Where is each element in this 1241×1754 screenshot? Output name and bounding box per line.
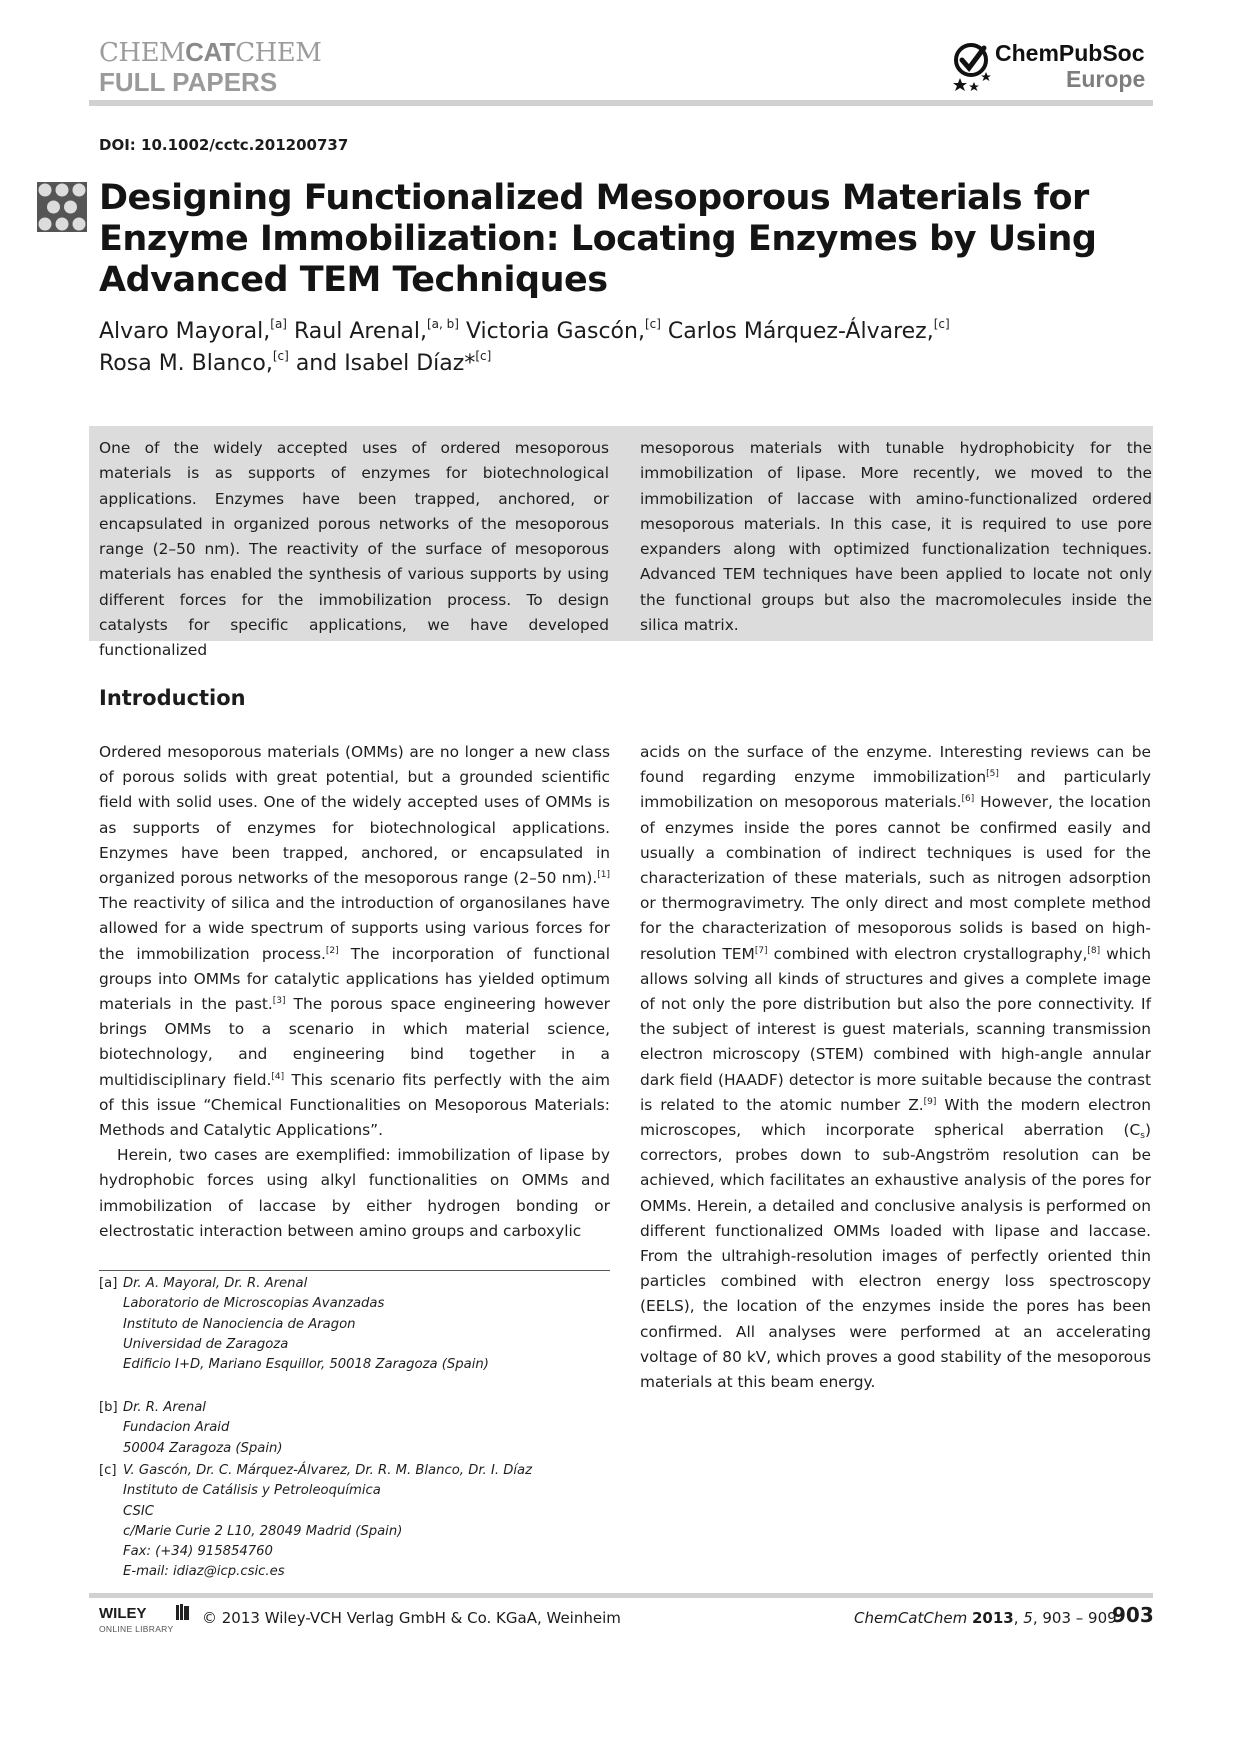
- author: Victoria Gascón,: [465, 319, 645, 344]
- paragraph: acids on the surface of the enzyme. Interesting reviews can be found regarding enzyme immobilization[5] and particularly immobilization on mesoporous materials.[6] However, the location of enzymes inside the pores cannot be confirmed easily and usually a combination of indirect techniques is used for the characterization of these materials, such as nitrogen adsorption or thermogravimetry. The only direct and most complete method for the characterization of mesoporous solids is based on high-resolution TEM[7] combined with electron crystallography,[8] which allows solving all kinds of structures and gives a complete image of not only the pore distribution but also the pore connectivity. If the subject of interest is guest materials, scanning transmission electron microscopy (STEM) combined with high-angle annular dark field (HAADF) detector is more suitable because the contrast is related to the atomic number Z.[9] With the modern electron microscopes, which incorporate spherical aberration $(C_s)$ correctors, probes down to sub-Angström resolution can be achieved, which facilitates an exhaustive analysis of the pores for OMMs. Herein, a detailed and conclusive analysis is performed on different functionalized OMMs loaded with lipase and laccase. From the ultrahigh-resolution images of perfectly oriented thin particles combined with electron energy loss spectroscopy (EELS), the location of the enzymes inside the pores has been confirmed. All analyses were performed at an accelerating voltage of 80 kV, which proves a good stability of the mesoporous materials at this beam energy.: [640, 743, 1151, 1392]
- affiliation-mark: [a, b]: [427, 317, 459, 331]
- abstract-left: One of the widely accepted uses of ordered mesoporous materials is as supports of enzymes for biotechnological applications. Enzymes have been trapped, anchored, or encapsulated in organized porous networks of the mesoporous range (2–50 nm). The reactivity of the surface of mesoporous materials has enabled the synthesis of various supports by using different forces for the immobilization process. To design catalysts for specific applications, we have developed functionalized: [99, 439, 609, 660]
- author: Alvaro Mayoral,: [99, 319, 271, 344]
- affiliation-mark: [c]: [272, 349, 289, 363]
- affiliation-mark: [c]: [933, 317, 950, 331]
- citation-ref: [1]: [597, 870, 610, 881]
- citation-ref: [6]: [961, 794, 975, 805]
- citation-ref: [9]: [923, 1096, 937, 1107]
- paragraph: Ordered mesoporous materials (OMMs) are no longer a new class of porous solids with great potential, but a grounded scientific field with solid uses. One of the widely accepted uses of OMMs is as supports of enzymes for biotechnological applications. Enzymes have been trapped, anchored, or encapsulated in organized porous networks of the mesoporous range (2–50 nm).[1] The reactivity of silica and the introduction of organosilanes have allowed for a wide spectrum of supports using various forces for the immobilization process.[2] The incorporation of functional groups into OMMs for catalytic applications has yielded optimum materials in the past.[3] The porous space engineering however brings OMMs to a scenario in which material science, biotechnology, and engineering bind together in a multidisciplinary field.[4] This scenario fits perfectly with the aim of this issue “Chemical Functionalities on Mesoporous Materials: Methods and Catalytic Applications”.: [99, 743, 610, 1140]
- citation-ref: [8]: [1087, 945, 1101, 956]
- author: and Isabel Díaz*: [295, 351, 476, 376]
- publisher-region: Europe: [1066, 66, 1146, 92]
- citation-ref: [2]: [325, 945, 339, 956]
- article-title: Designing Functionalized Mesoporous Materials for Enzyme Immobilization: Locating Enzymes by Using Advanced TEM Techniques: [99, 178, 1097, 300]
- header-rule: [89, 100, 1153, 106]
- publisher-name: ChemPubSoc: [995, 40, 1145, 66]
- citation-ref: [5]: [986, 769, 999, 780]
- affiliation-mark: [a]: [270, 317, 287, 331]
- copyright: © 2013 Wiley-VCH Verlag GmbH & Co. KGaA, Weinheim: [202, 1609, 621, 1627]
- author: Rosa M. Blanco,: [99, 351, 273, 376]
- citation-ref: [7]: [754, 945, 768, 956]
- footnote-rule: [99, 1270, 610, 1271]
- mesoporous-grid-icon: [37, 182, 87, 232]
- affiliation-mark: [c]: [475, 349, 492, 363]
- wiley-books-icon: [176, 1604, 190, 1620]
- footer-rule: [89, 1593, 1153, 1598]
- affiliation-footnote: [a] Dr. A. Mayoral, Dr. R. Arenal Laboratorio de Microscopias Avanzadas Instituto de Nanociencia de Aragon Universidad de Zaragoza Edificio I+D, Mariano Esquillor, 50018 Zaragoza (Spain): [99, 1276, 489, 1373]
- doi: DOI: 10.1002/cctc.201200737: [99, 136, 349, 154]
- affiliation-mark: [c]: [644, 317, 661, 331]
- intro-left-column: [99, 740, 610, 1244]
- citation-ref: [3]: [272, 996, 286, 1007]
- citation-ref: [4]: [271, 1071, 285, 1082]
- wiley-online-library: ONLINE LIBRARY: [99, 1624, 174, 1634]
- author: Raul Arenal,: [293, 319, 427, 344]
- author-list: [99, 316, 1099, 380]
- paragraph: Herein, two cases are exemplified: immobilization of lipase by hydrophobic forces using alkyl functionalities on OMMs and immobilization of laccase by either hydrogen bonding or electrostatic interaction between amino groups and carboxylic: [99, 1146, 610, 1240]
- wiley-logo: WILEY: [99, 1605, 147, 1622]
- journal-name: CHEMCATCHEM: [99, 37, 322, 68]
- affiliation-footnote: [b] Dr. R. Arenal Fundacion Araid 50004 Zaragoza (Spain): [99, 1400, 283, 1456]
- journal-citation: ChemCatChem 2013, 5, 903 – 909: [854, 1609, 1117, 1627]
- page-number: 903: [1112, 1603, 1154, 1627]
- affiliation-footnote: [c] V. Gascón, Dr. C. Márquez-Álvarez, Dr. R. M. Blanco, Dr. I. Díaz Instituto de Catálisis y Petroleoquímica CSIC c/Marie Curie 2 L10, 28049 Madrid (Spain) Fax: (+34) 915854760 E-mail: idiaz@icp.csic.es: [99, 1463, 533, 1580]
- author: Carlos Márquez-Álvarez,: [667, 319, 934, 344]
- abstract-right: mesoporous materials with tunable hydrophobicity for the immobilization of lipase. More recently, we moved to the immobilization of laccase with amino-functionalized ordered mesoporous materials. In this case, it is required to use pore expanders along with optimized functionalization techniques. Advanced TEM techniques have been applied to locate not only the functional groups but also the macromolecules inside the silica matrix.: [640, 439, 1152, 635]
- section-type: FULL PAPERS: [99, 67, 278, 97]
- section-heading: Introduction: [99, 686, 246, 710]
- intro-right-column: [640, 740, 1151, 1395]
